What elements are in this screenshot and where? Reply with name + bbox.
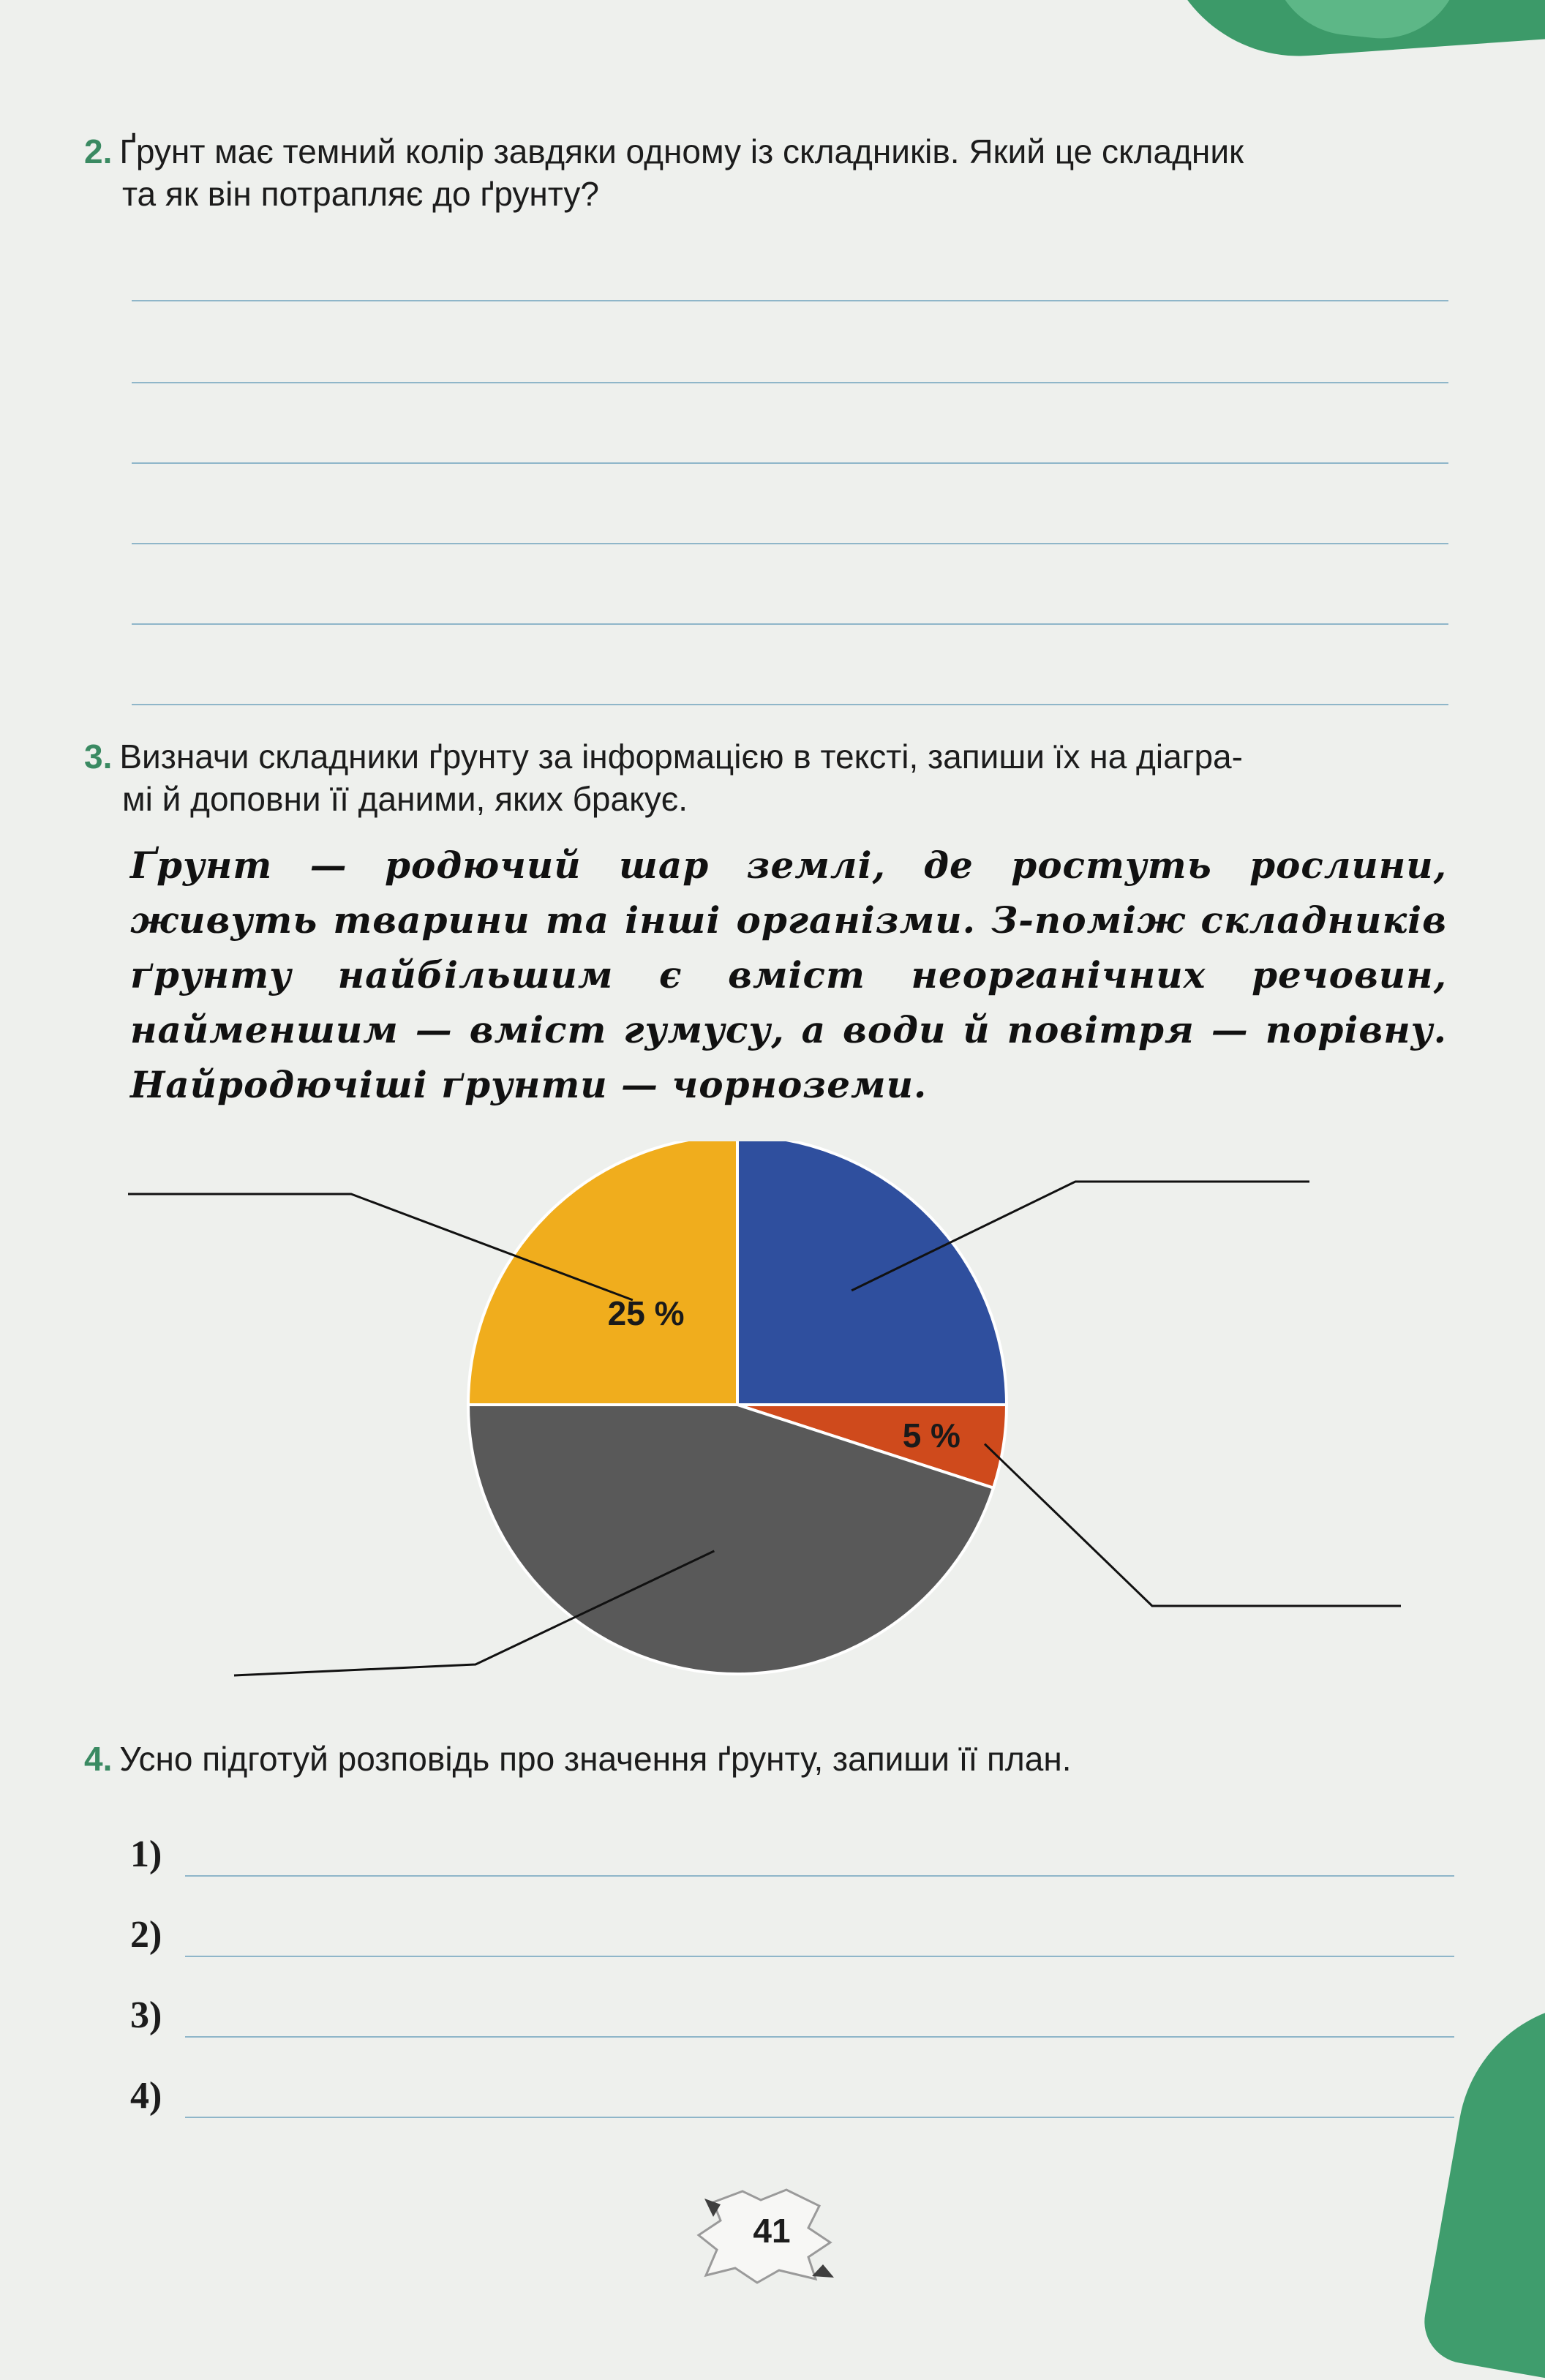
plan-item-4-line[interactable]: [185, 2117, 1454, 2118]
task-4: [84, 1738, 1452, 1780]
task-2-answer-line-3[interactable]: [132, 462, 1448, 464]
plan-item-3-line[interactable]: [185, 2036, 1454, 2038]
plan-item-4-number: 4): [130, 2075, 162, 2117]
plan-item-2[interactable]: [130, 1913, 1454, 1964]
task-4-text: Усно підготуй розповідь про значення ґрунту, запиши її план.: [119, 1740, 1072, 1778]
task-3-number: 3.: [84, 737, 113, 776]
pie-slice-1: [737, 1141, 1007, 1405]
task-3-text-line2: мі й доповни її даними, яких бракує.: [122, 780, 688, 818]
task-2-answer-line-1[interactable]: [132, 300, 1448, 301]
task-4-question: [84, 1738, 1452, 1780]
task-2-answer-line-5[interactable]: [132, 623, 1448, 625]
plan-item-2-number: 2): [130, 1914, 162, 1956]
plan-item-1-number: 1): [130, 1833, 162, 1875]
plan-item-2-line[interactable]: [185, 1956, 1454, 1957]
task-3-text-line1: Визначи складники ґрунту за інформацією в тексті, запиши їх на діагра-: [119, 737, 1243, 776]
task-2-number: 2.: [84, 132, 113, 170]
pie-label-2: 5 %: [902, 1416, 961, 1455]
pie-label-4: 25 %: [607, 1294, 685, 1333]
plan-item-4[interactable]: [130, 2074, 1454, 2125]
soil-passage: Ґрунт — родючий шар землі, де ростуть рослини, живуть тварини та інші організми. З-поміж складників ґрунту найбільшим є вміст неорганічних речовин, найменшим — вміст гумусу, а води й повітря — порівну. Найродючіші ґрунти — чорноземи.: [130, 844, 1447, 1106]
task-3-question: [84, 735, 1452, 820]
task-4-number: 4.: [84, 1740, 113, 1778]
pie-slice-4: [468, 1141, 737, 1405]
task-2: [84, 130, 1452, 215]
task-2-text-line2: та як він потрапляє до ґрунту?: [122, 175, 599, 213]
plan-item-1-line[interactable]: [185, 1875, 1454, 1877]
plan-item-1[interactable]: [130, 1833, 1454, 1884]
task-2-answer-line-4[interactable]: [132, 543, 1448, 544]
task-3: [84, 735, 1452, 820]
plan-item-3-number: 3): [130, 1994, 162, 2036]
task-2-answer-line-2[interactable]: [132, 382, 1448, 383]
page-number: 41: [753, 2212, 791, 2250]
pie-chart-svg: [0, 1141, 1545, 1727]
task-2-question: [84, 130, 1452, 215]
plan-item-3[interactable]: [130, 1994, 1454, 2045]
task-2-text-line1: Ґрунт має темний колір завдяки одному із складників. Який це складник: [119, 132, 1244, 170]
task-2-answer-line-6[interactable]: [132, 704, 1448, 705]
leader-line-2[interactable]: [985, 1444, 1401, 1606]
soil-composition-chart: [0, 1141, 1545, 1727]
